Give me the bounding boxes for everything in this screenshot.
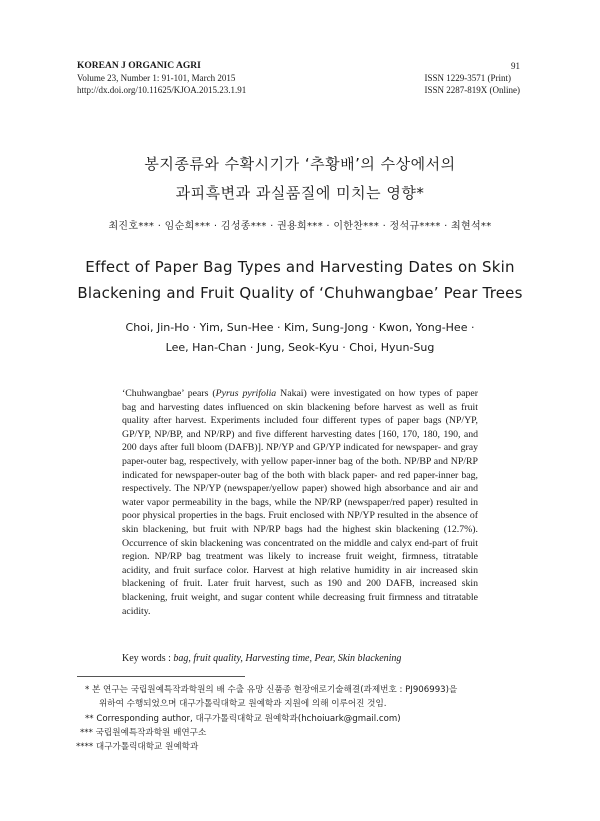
- footnote-funding: [85, 683, 535, 711]
- journal-name: KOREAN J ORGANIC AGRI: [77, 61, 201, 71]
- english-title: [0, 254, 600, 306]
- species-name: Pyrus pyrifolia: [215, 388, 277, 399]
- issn-print: ISSN 1229-3571 (Print): [424, 73, 512, 83]
- issn-online: ISSN 2287-819X (Online): [424, 85, 520, 95]
- english-title-line-2: Blackening and Fruit Quality of ‘Chuhwangbae’ Pear Trees: [77, 284, 523, 302]
- english-title-line-1: Effect of Paper Bag Types and Harvesting Dates on Skin: [85, 258, 515, 276]
- journal-header: [77, 60, 246, 96]
- english-authors-line-1: Choi, Jin-Ho · Yim, Sun-Hee · Kim, Sung-Jong · Kwon, Yong-Hee ·: [125, 321, 475, 334]
- keywords-label: Key words :: [122, 653, 171, 664]
- footnote-affiliation-2: **** 대구가톨릭대학교 원예학과: [76, 742, 199, 752]
- page-number: 91: [511, 61, 520, 71]
- korean-title-line-1: 봉지종류와 수확시기가 ‘추황배’의 수상에서의: [144, 155, 456, 173]
- footnote-divider: [77, 676, 245, 677]
- footnote-corresponding-author: ** Corresponding author, 대구가톨릭대학교 원예학과(hchoiuark@gmail.com): [85, 714, 401, 724]
- footnote-affiliation-1: *** 국립원예특작과학원 배연구소: [80, 728, 207, 738]
- korean-title: [0, 150, 600, 208]
- keywords: [122, 653, 478, 664]
- footnote-funding-line-2: 위하여 수행되었으며 대구가톨릭대학교 원예학과 지원에 의해 이루어진 것임.: [99, 699, 387, 709]
- issn-header: [425, 60, 521, 96]
- english-authors: [0, 318, 600, 358]
- abstract-body: Nakai) were investigated on how types of paper bag and harvesting dates influenced on skin blackening before harvest as well as fruit quality after harvest. Experiments included four different types of paper bags (NP/YP, GP/YP, NP/BP, and NP/RP) and five different harvesting dates [160, 170, 180, 190, and 200 days after full bloom (DAFB)]. NP/YP and GP/YP indicated for newspaper- and gray paper-outer bag, respectively, with yellow paper-inner bag of the both. NP/BP and NP/RP indicated for newspaper-outer bag of the both with black paper- and red paper-inner bag, respectively. The NP/YP (newspaper/yellow paper) showed high absorbance and air and water vapor permeability in the bags, while the NP/RP (newspaper/red paper) resulted in poor physical properties in the bags. Fruit enclosed with NP/YP resulted in the absence of skin blackening, but fruit with NP/RP bags had the highest skin blackening (12.7%). Occurrence of skin blackening was concentrated on the middle and calyx end-part of fruit region. NP/RP bag treatment was likely to increase fruit weight, firmness, titratable acidity, and fruit surface color. Harvest at high relative humidity in air increased skin blackening of fruit. Later fruit harvest, such as 190 and 200 DAFB, increased skin blackening, fruit weight, and sugar content while decreasing fruit firmness and titratable acidity.: [122, 388, 478, 617]
- volume-info: Volume 23, Number 1: 91-101, March 2015: [77, 73, 236, 83]
- english-authors-line-2: Lee, Han-Chan · Jung, Seok-Kyu · Choi, Hyun-Sug: [165, 341, 435, 354]
- doi-link[interactable]: http://dx.doi.org/10.11625/KJOA.2015.23.1.91: [77, 85, 247, 95]
- abstract: [122, 387, 478, 618]
- keywords-list: bag, fruit quality, Harvesting time, Pear, Skin blackening: [173, 653, 402, 664]
- korean-authors: 최진호*** · 임순희*** · 김성종*** · 권용희*** · 이한찬*** · 정석규**** · 최현석**: [108, 221, 492, 232]
- abstract-lead: ‘Chuhwangbae’ pears (: [122, 388, 216, 399]
- abstract-paragraph: [122, 387, 478, 618]
- korean-title-line-2: 과피흑변과 과실품질에 미치는 영향*: [175, 184, 425, 202]
- footnote-funding-line-1: * 본 연구는 국립원예특작과학원의 배 수출 유망 신품종 현장애로기술해결(과제번호 : PJ906993)을: [85, 685, 458, 695]
